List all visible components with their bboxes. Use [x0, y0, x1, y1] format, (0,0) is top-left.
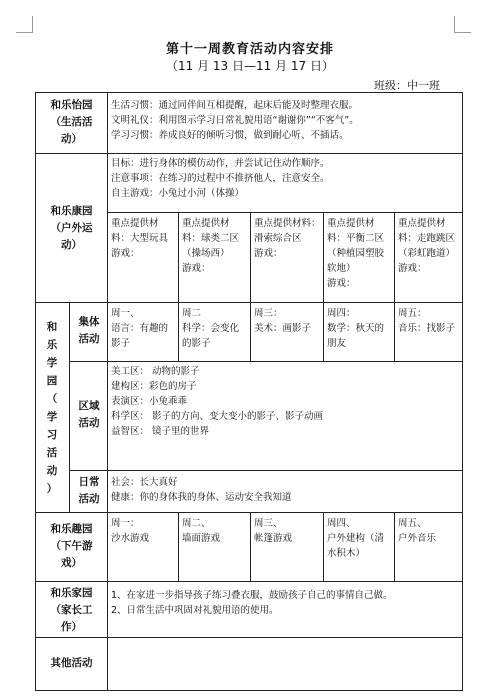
health-head-line: 和乐康园: [50, 205, 93, 217]
health-col-divider: [250, 212, 251, 303]
study-head-char: 学: [46, 357, 58, 369]
daily-label-line: 活动: [78, 493, 100, 505]
health-inner-divider: [107, 212, 463, 213]
study-row-divider: [69, 470, 463, 471]
study-head-char: 习: [46, 429, 58, 441]
health-note-line: 注意事项：在练习的过程中不推挤他人，注意安全。: [111, 173, 330, 184]
area-science-line: 科学区： 影子的方向、变大变小的影子、影子动画: [111, 411, 324, 422]
life-study-habit-line: 学习习惯：养成良好的倾听习惯，做到耐心听、不插话。: [111, 130, 349, 141]
home-head-line: （家长工: [50, 604, 93, 616]
health-goal-line: 目标：进行身体的模仿动作，并尝试记住动作顺序。: [111, 158, 330, 169]
health-section-content: [111, 156, 461, 201]
life-head-line: 动）: [61, 133, 82, 145]
home-section-head: [37, 585, 106, 636]
table-border-left: [35, 92, 36, 691]
study-head-char: 园: [46, 375, 58, 387]
area-perform-line: 表演区：小兔乖乖: [111, 396, 188, 407]
play-section-head: [37, 521, 106, 572]
table-border-right: [462, 92, 463, 691]
home-section-content: [111, 588, 461, 618]
page-subtitle: （11 月 13 日—11 月 17 日）: [166, 59, 334, 73]
health-day-cell: 重点提供材料：滑索综合区 游戏：: [254, 218, 321, 259]
row-divider: [35, 581, 463, 582]
area-puzzle-line: 益智区： 镜子里的世界: [111, 426, 210, 437]
study-col-divider: [178, 302, 179, 362]
life-head-line: （生活活: [50, 116, 93, 128]
health-col-divider: [178, 212, 179, 303]
group-day-cell: 周四： 数学：秋天的朋友: [327, 308, 385, 349]
row-divider: [35, 302, 463, 303]
health-head-line: （户外运: [50, 222, 93, 234]
area-activity-content: [111, 364, 461, 439]
life-section-content: [111, 98, 461, 143]
study-head-char: 和: [46, 321, 58, 333]
table-border-bottom: [35, 690, 463, 691]
corner-mark-top-right: [454, 16, 471, 33]
play-day-cell: 周二、 墙面游戏: [182, 518, 221, 544]
health-section-head: [37, 203, 106, 254]
health-head-line: 动）: [61, 239, 82, 251]
daily-activity-content: [111, 475, 461, 505]
home-line: 2、日常生活中巩固对礼貌用语的使用。: [111, 605, 279, 616]
daily-activity-label: [72, 474, 106, 508]
other-section-head: 其他活动: [50, 657, 93, 669]
play-day-cell: 周五、 户外音乐: [398, 518, 437, 544]
study-col-divider: [250, 302, 251, 362]
health-col-divider: [394, 212, 395, 303]
health-day-cell: 重点提供材料：走跑跳区（彩虹跑道） 游戏：: [398, 218, 456, 274]
area-build-line: 建构区：彩色的房子: [111, 381, 197, 392]
play-head-line: （下午游: [50, 540, 93, 552]
health-day-cell: 重点提供材料：球类二区（操场西） 游戏：: [182, 218, 240, 274]
study-head-char: （: [46, 393, 58, 405]
daily-health-line: 健康：你的身体我的身体、运动安全我知道: [111, 492, 292, 503]
row-divider: [35, 153, 463, 154]
life-section-head: [37, 97, 106, 148]
study-head-char: 活: [46, 447, 58, 459]
area-art-line: 美工区： 动物的影子: [111, 366, 200, 377]
group-label-line: 集体: [78, 316, 100, 328]
study-head-char: ）: [46, 483, 58, 495]
daily-social-line: 社会：长大真好: [111, 477, 178, 488]
home-head-line: 作）: [61, 621, 82, 633]
play-day-cell: 周三、 帐篷游戏: [254, 518, 293, 544]
play-day-cell: 周一： 沙水游戏: [111, 518, 150, 544]
row-divider: [35, 512, 463, 513]
health-day-cell: 重点提供材料：大型玩具 游戏：: [111, 218, 169, 259]
play-col-divider: [394, 512, 395, 582]
group-day-cell: 周三： 美术：画影子: [254, 308, 312, 334]
home-line: 1、在家进一步指导孩子练习叠衣服，鼓励孩子自己的事情自己做。: [111, 590, 393, 601]
study-head-char: 学: [46, 411, 58, 423]
health-day-cell: 重点提供材料：平衡二区（种植园塑胶软地） 游戏：: [327, 218, 385, 289]
life-etiquette-line: 文明礼仪：利用图示学习日常礼貌用语“谢谢你”“不客气”。: [111, 115, 359, 126]
health-col-divider: [323, 212, 324, 303]
row-divider: [35, 637, 463, 638]
study-col-divider: [323, 302, 324, 362]
study-row-divider: [69, 361, 463, 362]
study-subcol-divider: [69, 302, 70, 513]
group-activity-label: [72, 314, 106, 348]
play-head-line: 和乐趣园: [50, 523, 93, 535]
group-label-line: 活动: [78, 333, 100, 345]
study-col-divider: [394, 302, 395, 362]
life-head-line: 和乐怡园: [50, 99, 93, 111]
other-section-content: [111, 641, 461, 687]
head-column-divider: [107, 92, 108, 691]
play-day-cell: 周四、 户外建构（清水积木）: [327, 518, 385, 559]
area-label-line: 区域: [78, 400, 100, 412]
page-title: 第十一周教育活动内容安排: [165, 42, 334, 57]
group-day-cell: 周一、 语言：有趣的影子: [111, 308, 169, 349]
study-section-head: [45, 318, 59, 498]
study-head-char: 动: [46, 465, 58, 477]
health-free-play-line: 自主游戏：小兔过小河（体操）: [111, 188, 245, 199]
life-habit-line: 生活习惯：通过同伴间互相提醒，起床后能及时整理衣服。: [111, 100, 359, 111]
play-col-divider: [178, 512, 179, 582]
study-head-char: 乐: [46, 339, 58, 351]
table-border-top: [35, 92, 463, 93]
group-day-cell: 周五： 音乐：找影子: [398, 308, 456, 334]
play-col-divider: [323, 512, 324, 582]
play-col-divider: [250, 512, 251, 582]
home-head-line: 和乐家园: [50, 587, 93, 599]
group-day-cell: 周二 科学：会变化的影子: [182, 308, 240, 349]
play-head-line: 戏）: [61, 557, 82, 569]
area-label-line: 活动: [78, 417, 100, 429]
area-activity-label: [72, 398, 106, 432]
daily-label-line: 日常: [78, 476, 100, 488]
corner-mark-top-left: [16, 16, 33, 33]
class-label: 班级：中一班: [374, 79, 440, 92]
